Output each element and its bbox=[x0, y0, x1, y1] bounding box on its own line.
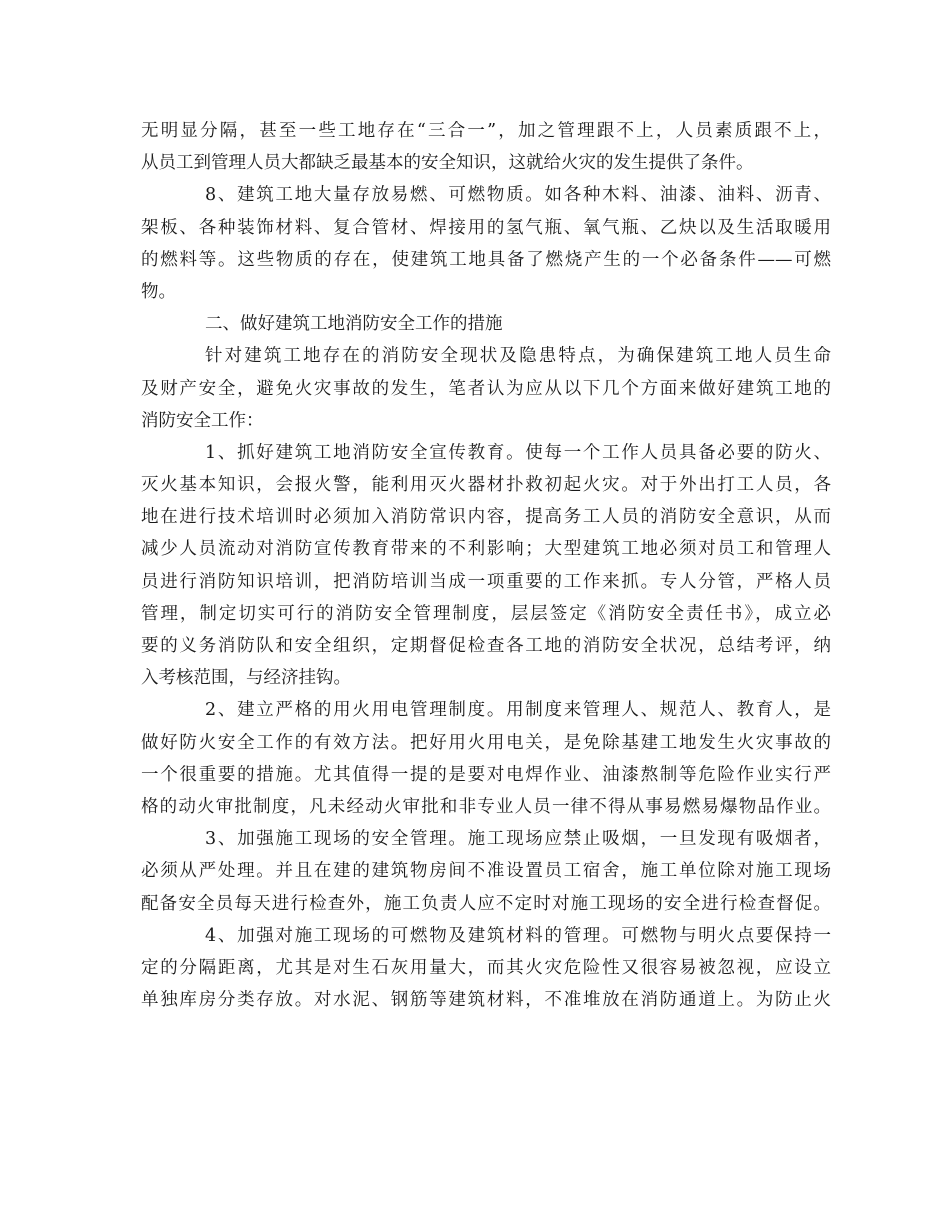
text-line: 定的分隔距离，尤其是对生石灰用量大，而其火灾危险性又很容易被忽视，应设立 bbox=[141, 957, 831, 978]
text-line: 配备安全员每天进行检查外，施工负责人应不定时对施工现场的安全进行检查督促。 bbox=[141, 893, 831, 914]
text-line: 针对建筑工地存在的消防安全现状及隐患特点，为确保建筑工地人员生命 bbox=[205, 346, 831, 367]
text-line: 1、抓好建筑工地消防安全宣传教育。使每一个工作人员具备必要的防火、 bbox=[205, 442, 831, 463]
text-line: 格的动火审批制度，凡未经动火审批和非专业人员一律不得从事易燃易爆物品作业。 bbox=[141, 796, 831, 817]
text-line: 员进行消防知识培训，把消防培训当成一项重要的工作来抓。专人分管，严格人员 bbox=[141, 571, 831, 592]
text-line: 做好防火安全工作的有效方法。把好用火用电关，是免除基建工地发生火灾事故的 bbox=[141, 732, 831, 753]
text-line: 8、建筑工地大量存放易燃、可燃物质。如各种木料、油漆、油料、沥青、 bbox=[205, 185, 831, 206]
text-line: 管理，制定切实可行的消防安全管理制度，层层签定《消防安全责任书》，成立必 bbox=[141, 603, 831, 624]
text-line: 从员工到管理人员大都缺乏最基本的安全知识，这就给火灾的发生提供了条件。 bbox=[141, 153, 754, 174]
text-line: 必须从严处理。并且在建的建筑物房间不准设置员工宿舍，施工单位除对施工现场 bbox=[141, 861, 831, 882]
text-line: 及财产安全，避免火灾事故的发生，笔者认为应从以下几个方面来做好建筑工地的 bbox=[141, 378, 831, 399]
document-body bbox=[141, 115, 831, 1016]
text-line: 3、加强施工现场的安全管理。施工现场应禁止吸烟，一旦发现有吸烟者， bbox=[205, 829, 831, 850]
text-line: 减少人员流动对消防宣传教育带来的不利影响；大型建筑工地必须对员工和管理人 bbox=[141, 539, 831, 560]
text-line: 一个很重要的措施。尤其值得一提的是要对电焊作业、油漆熬制等危险作业实行严 bbox=[141, 764, 831, 785]
text-line: 无明显分隔，甚至一些工地存在“三合一”，加之管理跟不上，人员素质跟不上， bbox=[141, 121, 831, 141]
text-line: 2、建立严格的用火用电管理制度。用制度来管理人、规范人、教育人，是 bbox=[205, 700, 831, 721]
text-line: 灭火基本知识，会报火警，能利用灭火器材扑救初起火灾。对于外出打工人员，各 bbox=[141, 475, 831, 496]
text-line: 消防安全工作： bbox=[141, 410, 264, 431]
text-line: 的燃料等。这些物质的存在，使建筑工地具备了燃烧产生的一个必备条件——可燃 bbox=[141, 249, 831, 270]
text-line: 要的义务消防队和安全组织，定期督促检查各工地的消防安全状况，总结考评，纳 bbox=[141, 636, 831, 656]
text-line: 地在进行技术培训时必须加入消防常识内容，提高务工人员的消防安全意识，从而 bbox=[141, 507, 831, 528]
text-line: 物。 bbox=[141, 281, 176, 302]
text-line: 二、做好建筑工地消防安全工作的措施 bbox=[205, 314, 503, 335]
text-line: 架板、各种装饰材料、复合管材、焊接用的氢气瓶、氧气瓶、乙炔以及生活取暖用 bbox=[141, 217, 831, 238]
text-line: 单独库房分类存放。对水泥、钢筋等建筑材料，不准堆放在消防通道上。为防止火 bbox=[141, 990, 831, 1011]
text-line: 入考核范围，与经济挂钩。 bbox=[141, 668, 351, 689]
text-line: 4、加强对施工现场的可燃物及建筑材料的管理。可燃物与明火点要保持一 bbox=[205, 925, 831, 946]
